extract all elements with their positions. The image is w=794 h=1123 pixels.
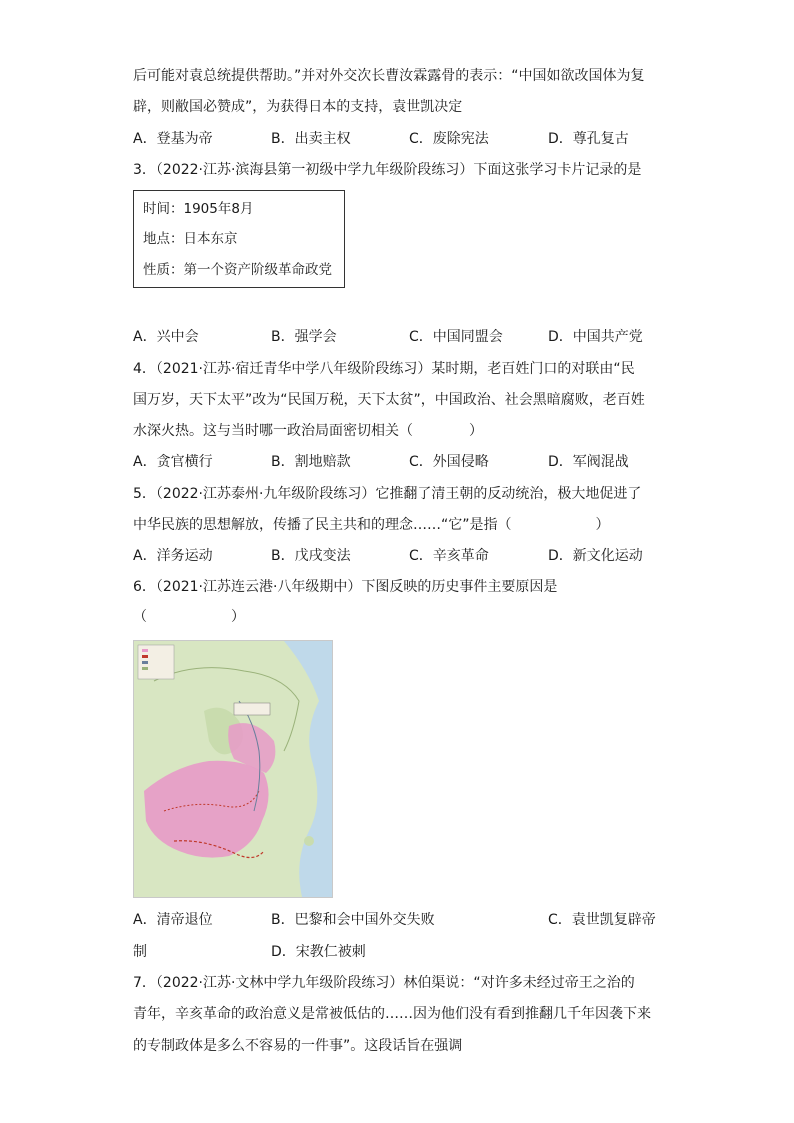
q7-stem-line-2: 青年，辛亥革命的政治意义是常被低估的……因为他们没有看到推翻几千年因袭下来 xyxy=(133,1006,651,1022)
q5-stem-line-1: 5．（2022·江苏泰州·九年级阶段练习）它推翻了清王朝的反动统治，极大地促进了 xyxy=(133,486,642,502)
q2-option-b[interactable]: B．出卖主权 xyxy=(271,131,351,147)
q2-option-a[interactable]: A．登基为帝 xyxy=(133,131,213,147)
q2-stem-line-1: 后可能对袁总统提供帮助。”并对外交次长曹汝霖露骨的表示：“中国如欲改国体为复 xyxy=(133,68,645,84)
q6-option-c[interactable]: C．袁世凯复辟帝 xyxy=(548,912,656,928)
q4-option-b[interactable]: B．割地赔款 xyxy=(271,454,351,470)
q4-stem-line-3: 水深火热。这与当时哪一政治局面密切相关（ ） xyxy=(133,423,483,439)
q4-option-d[interactable]: D．军阀混战 xyxy=(548,454,629,470)
q7-stem-line-1: 7．（2022·江苏·文林中学九年级阶段练习）林伯渠说：“对许多未经过帝王之治的 xyxy=(133,975,635,991)
q2-stem-line-2: 辟，则敝国必赞成”，为获得日本的支持，袁世凯决定 xyxy=(133,99,463,115)
q4-option-a[interactable]: A．贪官横行 xyxy=(133,454,213,470)
q6-option-a[interactable]: A．清帝退位 xyxy=(133,912,213,928)
q5-stem-line-2: 中华民族的思想解放，传播了民主共和的理念……“它”是指（ ） xyxy=(133,517,610,533)
q3-option-c[interactable]: C．中国同盟会 xyxy=(409,329,503,345)
q2-option-d[interactable]: D．尊孔复古 xyxy=(548,131,629,147)
q2-option-c[interactable]: C．废除宪法 xyxy=(409,131,489,147)
q3-option-b[interactable]: B．强学会 xyxy=(271,329,337,345)
card-place: 地点：日本东京 xyxy=(143,231,238,247)
q4-option-c[interactable]: C．外国侵略 xyxy=(409,454,489,470)
q3-option-a[interactable]: A．兴中会 xyxy=(133,329,199,345)
map-drawing xyxy=(134,641,332,897)
q5-option-a[interactable]: A．洋务运动 xyxy=(133,548,213,564)
q3-stem: 3．（2022·江苏·滨海县第一初级中学九年级阶段练习）下面这张学习卡片记录的是 xyxy=(133,162,642,178)
q6-option-b[interactable]: B．巴黎和会中国外交失败 xyxy=(271,912,435,928)
historical-map-image xyxy=(133,640,333,898)
card-time: 时间：1905年8月 xyxy=(143,201,254,217)
q6-option-d[interactable]: D．宋教仁被刺 xyxy=(271,944,366,960)
card-nature: 性质：第一个资产阶级革命政党 xyxy=(143,262,332,278)
q6-answer-blank: （ ） xyxy=(133,609,245,625)
q5-option-d[interactable]: D．新文化运动 xyxy=(548,548,643,564)
q6-option-c-continued: 制 xyxy=(133,944,147,960)
q4-stem-line-2: 国万岁，天下太平”改为“民国万税，天下太贫”，中国政治、社会黑暗腐败，老百姓 xyxy=(133,392,645,408)
q5-option-b[interactable]: B．戊戌变法 xyxy=(271,548,351,564)
q5-option-c[interactable]: C．辛亥革命 xyxy=(409,548,489,564)
q4-stem-line-1: 4．（2021·江苏·宿迁青华中学八年级阶段练习）某时期，老百姓门口的对联由“民 xyxy=(133,361,635,377)
q3-option-d[interactable]: D．中国共产党 xyxy=(548,329,643,345)
q7-stem-line-3: 的专制政体是多么不容易的一件事”。这段话旨在强调 xyxy=(133,1038,463,1054)
study-card xyxy=(133,190,345,288)
q6-stem-line-1: 6．（2021·江苏连云港·八年级期中）下图反映的历史事件主要原因是 xyxy=(133,579,558,595)
